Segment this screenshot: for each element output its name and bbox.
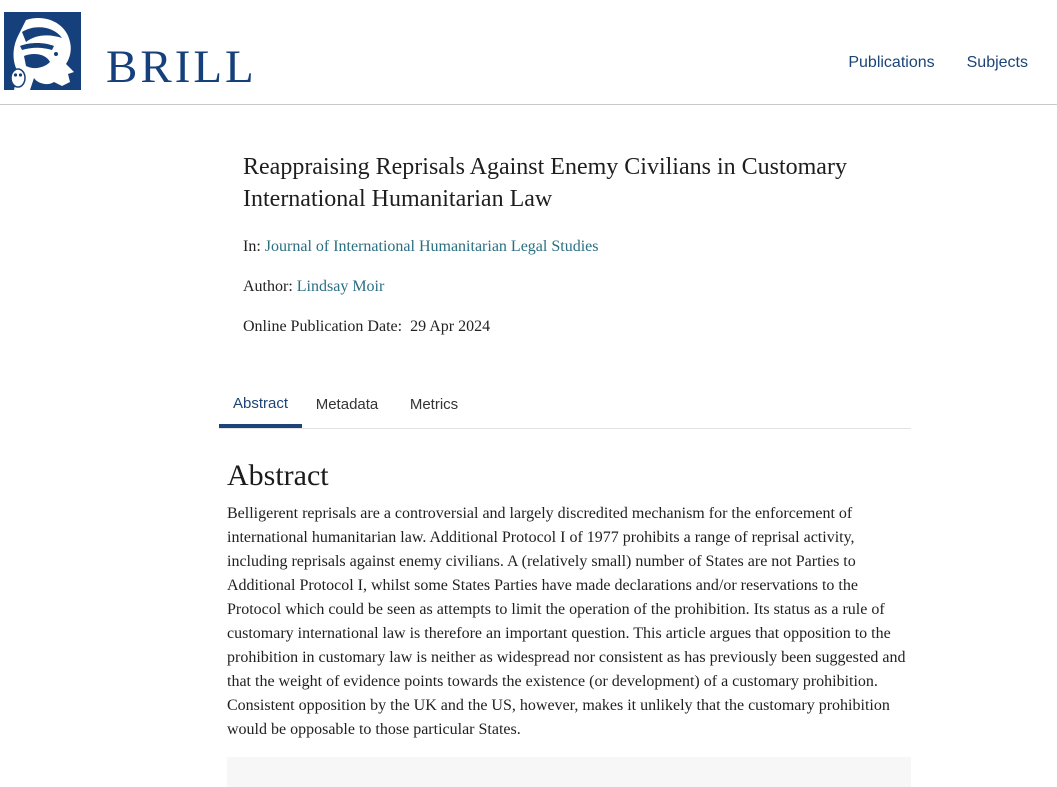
nav-subjects-link[interactable]: Subjects	[966, 54, 1028, 71]
journal-line	[243, 237, 923, 257]
article-title: Reappraising Reprisals Against Enemy Civilians in Customary International Humanitarian Law	[243, 154, 847, 212]
brill-wordmark[interactable]: BRILL	[106, 41, 257, 93]
publication-date-line	[243, 317, 923, 337]
tab-metadata[interactable]: Metadata	[315, 396, 379, 413]
tab-abstract[interactable]: Abstract	[219, 384, 302, 428]
in-label: In:	[243, 238, 261, 255]
author-label: Author:	[243, 278, 293, 295]
brill-athena-logo-icon[interactable]	[4, 12, 81, 90]
main-nav	[848, 54, 1028, 72]
journal-link[interactable]: Journal of International Humanitarian Legal Studies	[264, 238, 599, 255]
article-header	[243, 151, 923, 357]
content-tabs	[219, 384, 911, 429]
author-link[interactable]: Lindsay Moir	[296, 278, 385, 295]
content-panel	[227, 757, 911, 787]
date-label: Online Publication Date:	[243, 318, 403, 335]
tab-metrics[interactable]: Metrics	[409, 396, 459, 413]
abstract-heading: Abstract	[227, 459, 329, 492]
nav-publications-link[interactable]: Publications	[848, 54, 935, 71]
site-header	[0, 0, 1057, 105]
publication-date: 29 Apr 2024	[410, 318, 491, 335]
author-line	[243, 277, 923, 297]
abstract-section	[227, 458, 911, 742]
abstract-text: Belligerent reprisals are a controversial and largely discredited mechanism for the enforcement of international humanitarian law. Additional Protocol I of 1977 prohibits a range of reprisal activity, including reprisals against enemy civilians. A (relatively small) number of States are not Parties to Additional Protocol I, whilst some States Parties have made declarations and/or reservations to the Protocol which could be seen as attempts to limit the operation of the prohibition. Its status as a rule of customary international law is therefore an important question. This article argues that opposition to the prohibition in customary law is neither as widespread nor consistent as has previously been suggested and that the weight of evidence points towards the existence (or development) of a customary prohibition. Consistent opposition by the UK and the US, however, makes it unlikely that the customary prohibition would be opposable to those particular States.	[227, 505, 906, 738]
